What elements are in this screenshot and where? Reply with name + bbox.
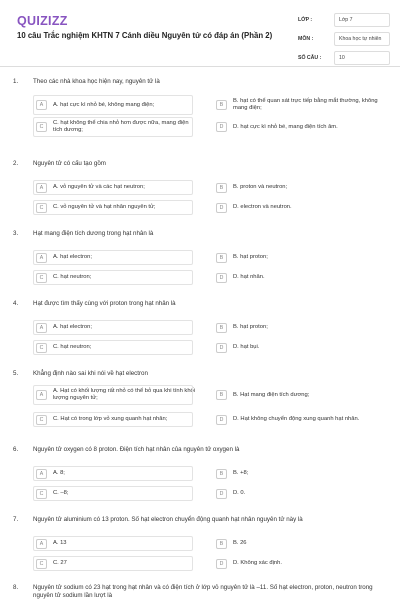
option-text: C. –8; [53,490,69,496]
option-text: A. 8; [53,470,65,476]
option-text: B. Hạt mang điện tích dương; [233,391,310,398]
question-number: 1. [13,78,19,85]
option-letter-box: D [216,203,227,213]
option-text: D. Hạt không chuyển động xung quanh hạt nhân. [233,416,360,422]
option-letter-box: C [36,489,47,499]
answer-option-b[interactable] [216,180,388,195]
option-frame [33,270,193,285]
meta-label: MÔN : [298,35,314,42]
option-text: C. Hạt có trong lớp vỏ xung quanh hạt nhân; [53,416,168,422]
option-letter-box: B [216,183,227,193]
option-text: D. hạt bụi. [233,344,260,350]
option-text: C. vỏ nguyên tử và hạt nhân nguyên tử; [53,204,156,210]
option-frame [33,340,193,355]
question-number: 4. [13,300,19,307]
option-letter-box: B [216,390,227,400]
question-text: Hạt mang điện tích dương trong hạt nhân là [33,230,154,237]
meta-value-class: Lớp 7 [334,13,390,27]
question-number: 5. [13,370,19,377]
answer-option-b[interactable] [216,536,388,551]
option-letter-box: C [36,203,47,213]
option-text: D. hạt cực kì nhỏ bé, mang điện tích âm. [233,123,338,130]
option-text: A. hạt cực kì nhỏ bé, không mang điện; [53,101,155,108]
option-text: C. hạt neutron; [53,344,92,350]
quizizz-logo: QUIZIZZ [17,14,68,28]
option-letter-box: D [216,122,227,132]
option-letter-box: D [216,489,227,499]
answer-option-d[interactable] [216,200,388,215]
question-number: 2. [13,160,19,167]
meta-row-subject [298,29,390,48]
option-frame [33,466,193,481]
question-text: Nguyên tử có cấu tạo gồm [33,160,106,167]
answer-option-b[interactable] [216,95,388,115]
option-text: A. vỏ nguyên tử và các hạt neutron; [53,184,145,190]
option-text: D. hạt nhân. [233,274,265,280]
option-letter-box: D [216,273,227,283]
option-frame [33,95,193,115]
option-letter-box: C [36,559,47,569]
worksheet-header [0,0,400,70]
option-letter-box: B [216,253,227,263]
option-frame [33,117,193,137]
option-frame [33,536,193,551]
option-text: B. hạt proton; [233,324,268,330]
option-letter-box: C [36,273,47,283]
question-text: Hạt được tìm thấy cùng với proton trong hạt nhân là [33,300,176,307]
answer-option-d[interactable] [216,270,388,285]
option-text: A. 13 [53,540,67,546]
answer-option-b[interactable] [216,250,388,265]
question-number: 7. [13,516,19,523]
option-frame [33,486,193,501]
answer-option-d[interactable] [216,412,388,427]
answer-option-b[interactable] [216,385,388,405]
option-letter-box: A [36,323,47,333]
meta-row-count [298,48,390,67]
option-frame [33,385,193,405]
option-letter-box: D [216,415,227,425]
option-text: A. hạt electron; [53,254,92,260]
option-letter-box: A [36,100,47,110]
option-text: D. electron và neutron. [233,204,292,210]
meta-value-count: 10 [334,51,390,65]
option-text: D. Không xác định. [233,560,282,566]
option-frame [33,200,193,215]
question-text: Nguyên tử aluminium có 13 proton. Số hạt electron chuyển động quanh hạt nhân nguyên tử này là [33,516,303,523]
option-letter-box: A [36,539,47,549]
option-letter-box: B [216,100,227,110]
question-number: 8. [13,584,19,591]
option-letter-box: D [216,559,227,569]
option-letter-box: C [36,122,47,132]
option-text: B. +8; [233,470,249,476]
option-text: B. hạt proton; [233,254,268,260]
option-text: B. 26 [233,540,247,546]
meta-row-class [298,10,390,29]
answer-option-d[interactable] [216,486,388,501]
option-text: C. 27 [53,560,67,566]
option-letter-box: B [216,323,227,333]
option-letter-box: C [36,415,47,425]
option-letter-box: A [36,469,47,479]
option-letter-box: A [36,253,47,263]
option-text: A. hạt electron; [53,324,92,330]
answer-option-d[interactable] [216,117,388,137]
option-text: B. hạt có thể quan sát trực tiếp bằng mắt thường, không mang điện; [233,98,378,111]
option-frame [33,320,193,335]
option-frame [33,180,193,195]
question-text: Nguyên tử oxygen có 8 proton. Điện tích hạt nhân của nguyên tử oxygen là [33,446,240,453]
option-letter-box: A [36,183,47,193]
option-letter-box: B [216,539,227,549]
question-number: 3. [13,230,19,237]
header-divider [0,66,400,67]
question-number: 6. [13,446,19,453]
option-letter-box: D [216,343,227,353]
option-text: C. hạt neutron; [53,274,92,280]
answer-option-b[interactable] [216,320,388,335]
option-text: B. proton và neutron; [233,184,288,190]
meta-value-subject: Khoa học tự nhiên [334,32,390,46]
worksheet-meta [298,10,390,67]
option-frame [33,250,193,265]
answer-option-b[interactable] [216,466,388,481]
worksheet-title: 10 câu Trắc nghiệm KHTN 7 Cánh diều Nguyên tử có đáp án (Phần 2) [17,31,273,40]
answer-option-d[interactable] [216,340,388,355]
option-letter-box: B [216,469,227,479]
option-frame [33,412,193,427]
option-letter-box: A [36,390,47,400]
option-text: D. 0. [233,490,246,496]
option-text: C. hạt không thể chia nhỏ hơn được nữa, mang điện tích dương; [53,120,189,133]
question-text: Khẳng định nào sai khi nói về hạt electron [33,370,148,377]
question-text: Nguyên tử sodium có 23 hạt trong hạt nhân và có điện tích ở lớp vỏ nguyên tử là –11. Số hạt electron, proton, neutron trong nguyên tử sodium lần lượt là [33,584,373,599]
option-letter-box: C [36,343,47,353]
option-frame [33,556,193,571]
question-text: Theo các nhà khoa học hiện nay, nguyên tử là [33,78,160,85]
option-text: A. Hạt có khối lượng rất nhỏ có thể bỏ qua khi tính khối lượng nguyên tử; [53,388,196,401]
answer-option-d[interactable] [216,556,388,571]
meta-label: SỐ CÂU : [298,54,322,61]
meta-label: LỚP : [298,16,313,23]
